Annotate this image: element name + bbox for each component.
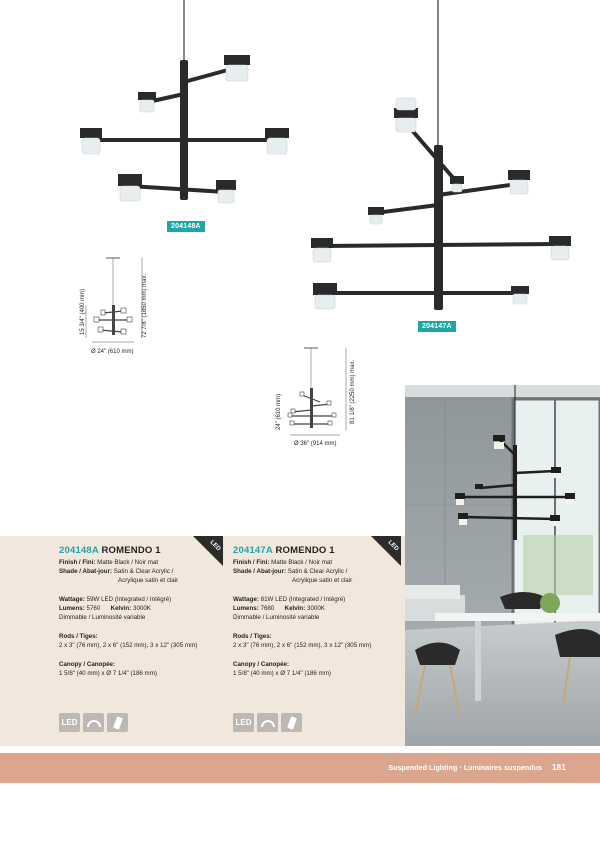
dimension-height: 24" (610 mm) — [276, 393, 282, 430]
dimension-width: Ø 36" (914 mm) — [294, 441, 337, 447]
finish-value: Matte Black / Noir mat — [97, 559, 159, 566]
product-name: ROMENDO 1 — [101, 545, 161, 556]
rods-value: 2 x 3" (76 mm), 2 x 6" (152 mm), 3 x 12" (305 mm) — [233, 642, 372, 649]
shade-label: Shade / Abat-jour: — [233, 568, 287, 575]
wattage-label: Wattage: — [233, 596, 259, 603]
page-number: 181 — [551, 762, 566, 772]
fixture-204148A-image — [70, 0, 300, 220]
canopy-value: 1 5/8" (40 mm) x Ø 7 1/4" (186 mm) — [59, 670, 157, 677]
led-badge-text: LED — [386, 539, 400, 553]
dimmable-text: Dimmable / Luminosité variable — [233, 614, 320, 621]
product-spec-204148A — [59, 546, 239, 688]
rods-label: Rods / Tiges: — [59, 633, 98, 640]
lumens-label: Lumens: — [233, 605, 259, 612]
dimension-max-height: 72 7/8" (1850 mm) max. — [142, 273, 148, 338]
kelvin-label: Kelvin: — [110, 605, 132, 612]
wattage-label: Wattage: — [59, 596, 85, 603]
lumens-value: 7680 — [260, 605, 275, 612]
kelvin-value: 3000K — [133, 605, 151, 612]
rods-label: Rods / Tiges: — [233, 633, 272, 640]
lumens-label: Lumens: — [59, 605, 85, 612]
feature-icons — [59, 713, 128, 732]
dimmable-icon — [257, 713, 278, 732]
rods-value: 2 x 3" (76 mm), 2 x 6" (152 mm), 3 x 12" (305 mm) — [59, 642, 198, 649]
product-tag: 204148A — [167, 221, 205, 232]
footer-section-title: Suspended Lighting · Luminaires suspendus — [388, 763, 542, 772]
dimension-width: Ø 24" (610 mm) — [91, 349, 134, 355]
canopy-value: 1 5/8" (40 mm) x Ø 7 1/4" (186 mm) — [233, 670, 331, 677]
dimmer-switch-icon — [281, 713, 302, 732]
product-title — [233, 546, 413, 555]
shade-value: Satin & Clear Acrylic / — [113, 568, 174, 575]
product-code: 204147A — [233, 545, 273, 556]
dimension-max-height: 81 1/8" (2250 mm) max. — [350, 359, 356, 424]
page-footer — [0, 753, 600, 783]
product-name: ROMENDO 1 — [275, 545, 335, 556]
fixture-204147A-image — [305, 0, 585, 320]
kelvin-label: Kelvin: — [284, 605, 306, 612]
canopy-label: Canopy / Canopée: — [59, 661, 116, 668]
product-tag: 204147A — [418, 321, 456, 332]
dimmer-switch-icon — [107, 713, 128, 732]
room-photo — [405, 385, 600, 746]
led-icon: LED — [233, 713, 254, 732]
lumens-value: 5760 — [86, 605, 101, 612]
shade-value-fr: Acrylique satin et clair — [118, 577, 179, 584]
shade-value: Satin & Clear Acrylic / — [287, 568, 348, 575]
feature-icons — [233, 713, 302, 732]
kelvin-value: 3000K — [307, 605, 325, 612]
product-spec-204147A — [233, 546, 413, 688]
dimension-height: 15 3/4" (400 mm) — [80, 288, 86, 335]
canopy-label: Canopy / Canopée: — [233, 661, 290, 668]
wattage-value: 59W LED (Integrated / Intégré) — [86, 596, 172, 603]
dimmable-text: Dimmable / Luminosité variable — [59, 614, 146, 621]
product-title — [59, 546, 239, 555]
finish-label: Finish / Fini: — [233, 559, 270, 566]
led-icon: LED — [59, 713, 80, 732]
shade-label: Shade / Abat-jour: — [59, 568, 113, 575]
product-code: 204148A — [59, 545, 99, 556]
finish-value: Matte Black / Noir mat — [271, 559, 333, 566]
dimmable-icon — [83, 713, 104, 732]
wattage-value: 81W LED (Integrated / Intégré) — [260, 596, 346, 603]
led-badge-text: LED — [208, 539, 222, 553]
shade-value-fr: Acrylique satin et clair — [292, 577, 353, 584]
finish-label: Finish / Fini: — [59, 559, 96, 566]
